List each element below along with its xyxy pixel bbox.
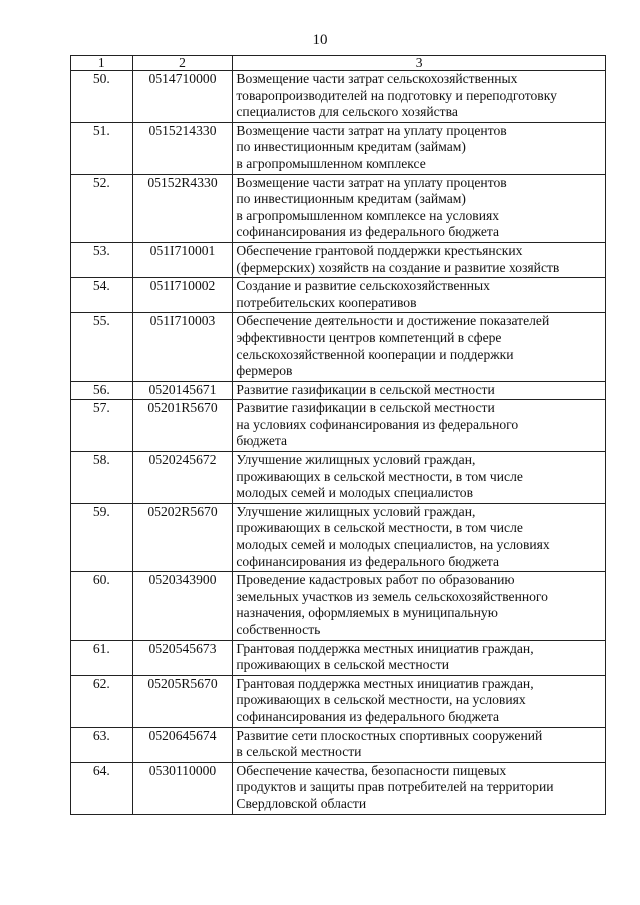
description-line: фермеров [236,363,293,379]
description-line: Обеспечение деятельности и достижение показателей [236,313,550,329]
column-header-3: 3 [233,56,606,71]
row-description [233,71,606,123]
column-header-2: 2 [132,56,233,71]
row-number: 64. [71,762,133,814]
row-description [233,242,606,277]
description-line: Обеспечение грантовой поддержки крестьянских [236,242,523,258]
row-description [233,727,606,762]
description-line: проживающих в сельской местности [236,657,450,673]
table-row [71,675,606,727]
row-description [233,452,606,504]
row-number: 63. [71,727,133,762]
row-description [233,278,606,313]
row-description [233,503,606,571]
row-number: 56. [71,381,133,400]
description-line: Проведение кадастровых работ по образованию [236,572,515,588]
row-number: 60. [71,572,133,640]
table-row [71,278,606,313]
table-row [71,452,606,504]
row-number: 59. [71,503,133,571]
row-description [233,400,606,452]
row-number: 58. [71,452,133,504]
table-header-row [71,56,606,71]
budget-code: 05152R4330 [132,174,233,242]
budget-code: 05202R5670 [132,503,233,571]
description-line: в агропромышленном комплексе на условиях [236,207,500,223]
description-line: в агропромышленном комплексе [236,155,426,171]
row-description [233,762,606,814]
description-line: Свердловской области [236,795,367,811]
description-line: Развитие газификации в сельской местности [236,400,495,416]
budget-code: 051I710001 [132,242,233,277]
description-line: Создание и развитие сельскохозяйственных [236,278,490,294]
description-line: бюджета [236,433,288,449]
budget-code: 0520645674 [132,727,233,762]
budget-code: 051I710003 [132,313,233,381]
row-description [233,675,606,727]
row-number: 57. [71,400,133,452]
description-line: софинансирования из федерального бюджета [236,708,500,724]
row-description [233,313,606,381]
description-line: молодых семей и молодых специалистов, на условиях [236,537,550,553]
page-number: 10 [312,32,328,48]
budget-code: 0530110000 [132,762,233,814]
description-line: специалистов для сельского хозяйства [236,104,458,120]
table-row [71,71,606,123]
description-line: Грантовая поддержка местных инициатив граждан, [236,640,534,656]
description-line: молодых семей и молодых специалистов [236,485,474,501]
budget-code: 0514710000 [132,71,233,123]
budget-code: 0515214330 [132,122,233,174]
row-number: 61. [71,640,133,675]
budget-code: 051I710002 [132,278,233,313]
description-line: софинансирования из федерального бюджета [236,224,500,240]
table-row [71,174,606,242]
row-number: 50. [71,71,133,123]
description-line: продуктов и защиты прав потребителей на территории [236,779,554,795]
row-number: 55. [71,313,133,381]
table-row [71,727,606,762]
table-body [71,71,606,815]
budget-code: 0520245672 [132,452,233,504]
row-number: 54. [71,278,133,313]
row-number: 62. [71,675,133,727]
description-line: Грантовая поддержка местных инициатив граждан, [236,675,534,691]
table-row [71,400,606,452]
description-line: Улучшение жилищных условий граждан, [236,503,476,519]
table-row [71,242,606,277]
row-description [233,174,606,242]
row-description [233,640,606,675]
description-line: эффективности центров компетенций в сфере [236,329,502,345]
description-line: Улучшение жилищных условий граждан, [236,452,476,468]
description-line: (фермерских) хозяйств на создание и развитие хозяйств [236,259,560,275]
row-number: 53. [71,242,133,277]
description-line: по инвестиционным кредитам (займам) [236,191,466,207]
column-header-1: 1 [71,56,133,71]
row-description [233,381,606,400]
row-description [233,572,606,640]
description-line: потребительских кооперативов [236,294,417,310]
table-row [71,313,606,381]
description-line: назначения, оформляемых в муниципальную [236,605,498,621]
description-line: проживающих в сельской местности, на условиях [236,692,526,708]
description-line: товаропроизводителей на подготовку и переподготовку [236,87,557,103]
table-row [71,572,606,640]
description-line: Возмещение части затрат на уплату процентов [236,174,507,190]
budget-code: 0520545673 [132,640,233,675]
description-line: Возмещение части затрат сельскохозяйственных [236,71,518,86]
description-line: Обеспечение качества, безопасности пищевых [236,762,507,778]
budget-code: 05201R5670 [132,400,233,452]
table-row [71,762,606,814]
description-line: в сельской местности [236,744,362,760]
description-line: по инвестиционным кредитам (займам) [236,139,466,155]
description-line: Развитие сети плоскостных спортивных сооружений [236,727,543,743]
budget-code: 0520145671 [132,381,233,400]
description-line: проживающих в сельской местности, в том числе [236,468,523,484]
budget-code: 0520343900 [132,572,233,640]
description-line: проживающих в сельской местности, в том числе [236,520,523,536]
row-number: 51. [71,122,133,174]
description-line: на условиях софинансирования из федерального [236,416,519,432]
table-row [71,503,606,571]
row-description [233,122,606,174]
description-line: Развитие газификации в сельской местности [236,381,495,397]
description-line: Возмещение части затрат на уплату процентов [236,122,507,138]
table-row [71,640,606,675]
description-line: сельскохозяйственной кооперации и поддержки [236,346,514,362]
description-line: земельных участков из земель сельскохозяйственного [236,588,548,604]
description-line: софинансирования из федерального бюджета [236,553,500,569]
table-row [71,381,606,400]
table-row [71,122,606,174]
budget-code-table [70,55,606,815]
row-number: 52. [71,174,133,242]
budget-code: 05205R5670 [132,675,233,727]
description-line: собственность [236,622,321,637]
